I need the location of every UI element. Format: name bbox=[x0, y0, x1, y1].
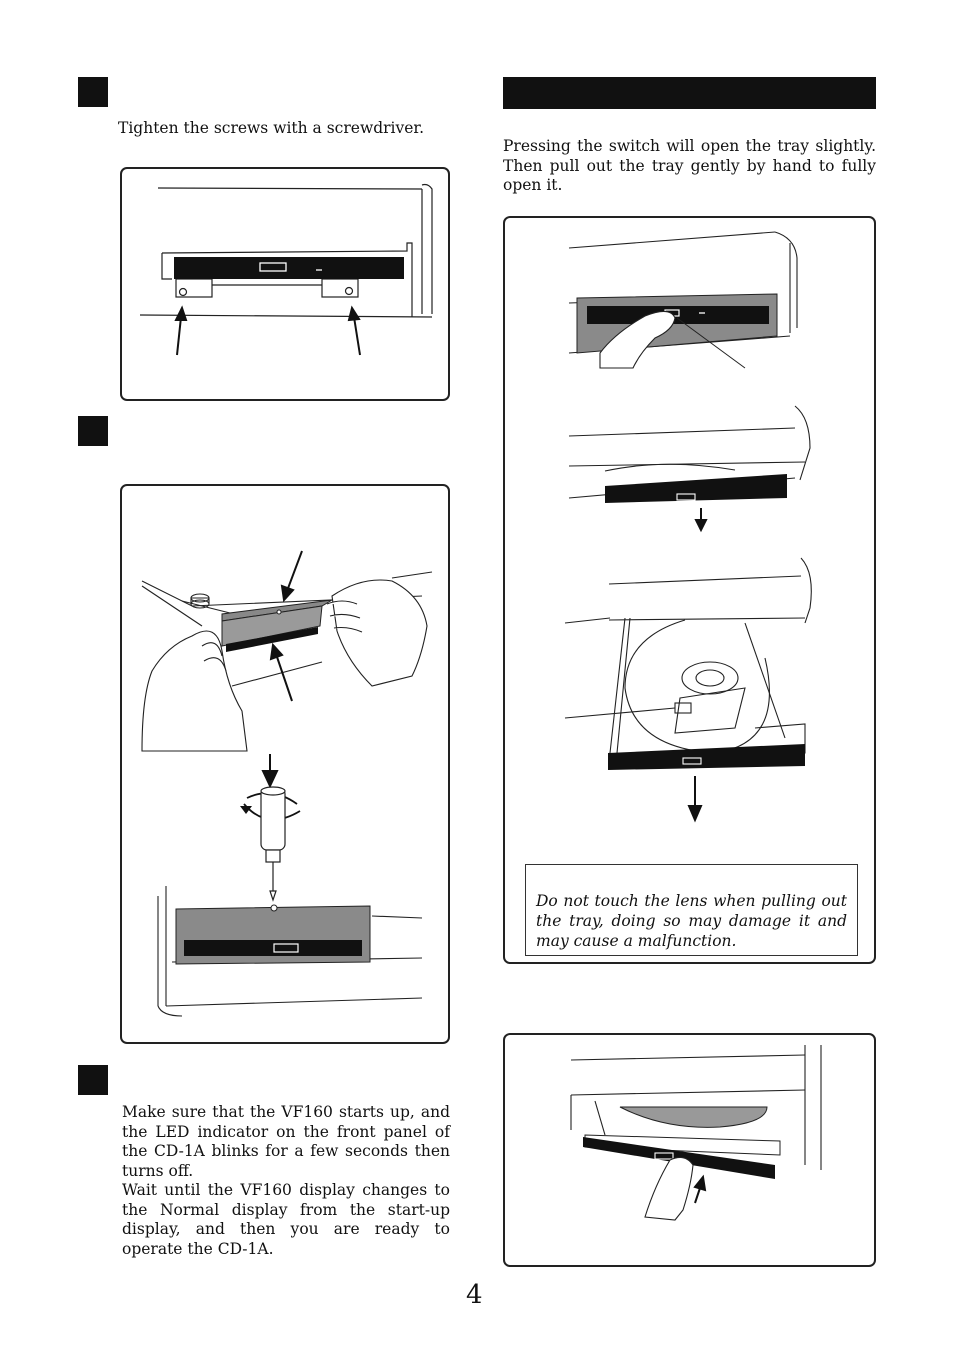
section-header-bar bbox=[503, 77, 876, 109]
lens-caution-text: Do not touch the lens when pulling out the tray, doing so may damage it and may cause a malfunction. bbox=[536, 892, 847, 950]
step1-instruction: Tighten the screws with a screwdriver. bbox=[118, 119, 425, 137]
figure-open-tray bbox=[503, 216, 876, 964]
step3-paragraph-startup: Make sure that the VF160 starts up, and the LED indicator on the front panel of the CD-1A blinks for a few seconds then turns off. bbox=[122, 1103, 450, 1180]
figure-close-tray bbox=[503, 1033, 876, 1267]
page-number: 4 bbox=[466, 1280, 483, 1310]
step-marker-2 bbox=[78, 416, 108, 446]
close-tray-illustration bbox=[505, 1035, 878, 1269]
open-tray-illustration bbox=[505, 218, 878, 966]
figure-screws-panel bbox=[120, 167, 450, 401]
lens-caution-note bbox=[525, 864, 858, 956]
figure-attach-panel bbox=[120, 484, 450, 1044]
open-tray-instruction: Pressing the switch will open the tray slightly. Then pull out the tray gently by hand to fully open it. bbox=[503, 137, 876, 194]
screw-panel-illustration bbox=[122, 169, 452, 403]
step3-paragraph-normal-display: Wait until the VF160 display changes to the Normal display from the start-up display, and then you are ready to operate the CD-1A. bbox=[122, 1181, 450, 1258]
step-marker-1 bbox=[78, 77, 108, 107]
attach-panel-illustration bbox=[122, 486, 452, 1046]
step-marker-3 bbox=[78, 1065, 108, 1095]
